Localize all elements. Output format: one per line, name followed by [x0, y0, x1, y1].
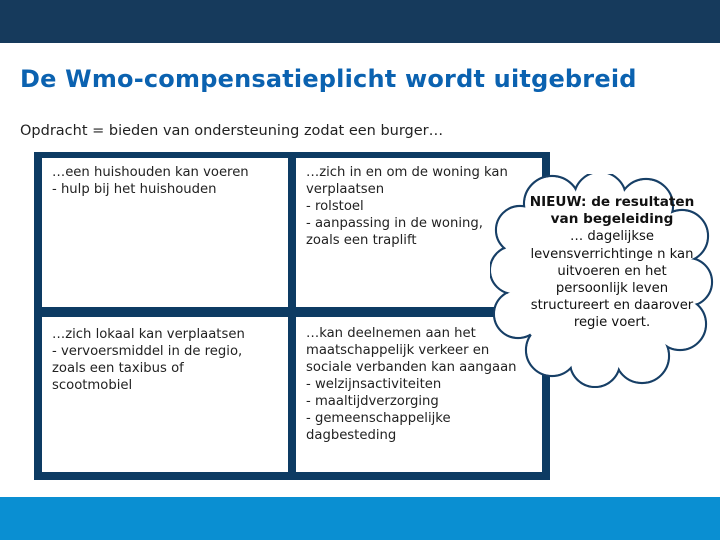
quadrant-household: …een huishouden kan voeren - hulp bij het huishouden: [42, 158, 288, 307]
quadrant-social-participation: …kan deelnemen aan het maatschappelijk verkeer en sociale verbanden kan aangaan - welzijnsactiviteiten - maaltijdverzorging - gemeenschappelijke dagbesteding: [296, 317, 542, 472]
cloud-body: … dagelijkse levensverrichtinge n kan uitvoeren en het persoonlijk leven structureert en daarover regie voert.: [530, 229, 694, 331]
slide-subtitle: Opdracht = bieden van ondersteuning zodat een burger…: [20, 123, 444, 139]
slide-title: De Wmo-compensatieplicht wordt uitgebreid: [20, 65, 637, 93]
cloud-callout: [527, 194, 697, 332]
footer-bar: [0, 497, 720, 540]
quadrant-grid: [34, 152, 550, 480]
cloud-heading: NIEUW: de resultaten van begeleiding: [529, 194, 695, 228]
header-bar: [0, 0, 720, 43]
quadrant-local-mobility: …zich lokaal kan verplaatsen - vervoersmiddel in de regio, zoals een taxibus of scootmobiel: [42, 317, 288, 472]
quadrant-home-mobility: …zich in en om de woning kan verplaatsen - rolstoel - aanpassing in de woning, zoals een traplift: [296, 158, 542, 307]
